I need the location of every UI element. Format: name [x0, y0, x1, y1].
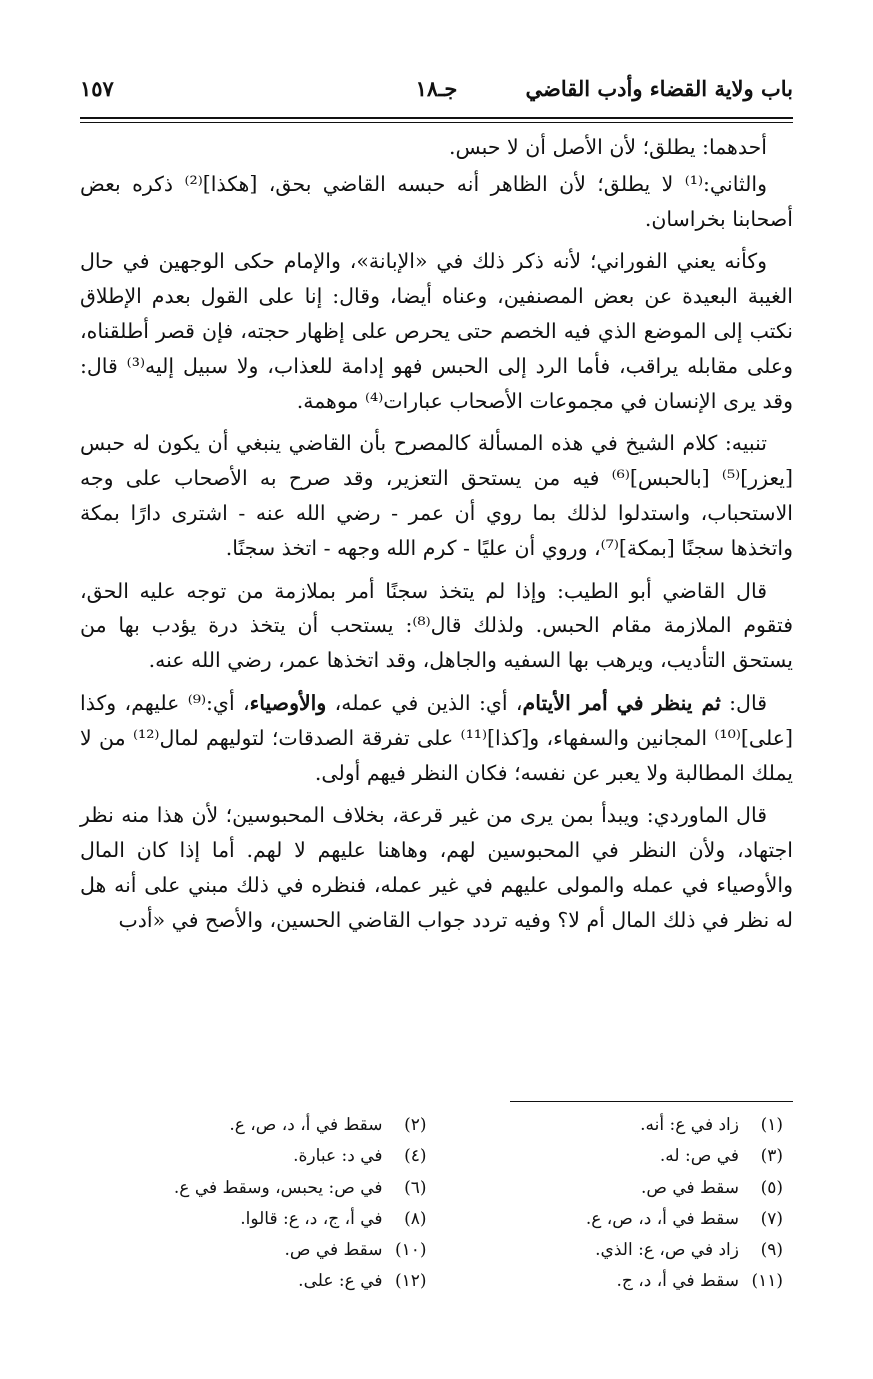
footnote-number: (٢) [404, 1115, 427, 1135]
footnote-text: في أ، ج، د، ع: قالوا. [240, 1208, 383, 1229]
header-rule [80, 117, 793, 123]
footnote-number: (٩) [760, 1240, 783, 1261]
paragraph-segment: قال: [720, 690, 767, 715]
footnote-text: سقط في أ، د، ج. [616, 1271, 739, 1292]
footnote-text: سقط في أ، د، ص، ع. [585, 1208, 739, 1229]
footnote-number: (٨) [404, 1208, 427, 1229]
footnote-row [80, 1173, 793, 1204]
footnote-text: زاد في ع: أنه. [640, 1115, 739, 1135]
footnote [80, 1204, 437, 1235]
footnote [437, 1110, 794, 1141]
running-header [80, 70, 793, 110]
footnote-text: في ع: على. [298, 1271, 383, 1292]
footnote-number: (٥) [760, 1177, 783, 1198]
footnote [437, 1266, 794, 1297]
footnote-text: سقط في أ، د، ص، ع. [229, 1115, 383, 1135]
main-text [80, 130, 793, 940]
paragraph: والثاني:⁽¹⁾ لا يطلق؛ لأن الظاهر أنه حبسه القاضي بحق، [هكذا]⁽²⁾ ذكره بعض أصحابنا بخراسان. [80, 171, 793, 231]
footnote-number: (٣) [760, 1146, 783, 1167]
chapter-title: باب ولاية القضاء وأدب القاضي [525, 76, 793, 101]
page-number: ١٥٧ [80, 76, 114, 101]
footnote-number: (٧) [760, 1208, 783, 1229]
footnote-number: (١٠) [394, 1240, 427, 1261]
footnote [437, 1173, 794, 1204]
footnotes [80, 1110, 793, 1298]
footnote-row [80, 1235, 793, 1266]
footnote-text: زاد في ص، ع: الذي. [595, 1240, 739, 1261]
footnote-number: (١) [760, 1115, 783, 1135]
footnote-row [80, 1141, 793, 1172]
footnote [437, 1141, 794, 1172]
matn-text: والأوصياء [249, 690, 327, 715]
volume-number: جـ١٨ [415, 76, 458, 101]
footnote-number: (٦) [404, 1177, 427, 1198]
paragraph: وكأنه يعني الفوراني؛ لأنه ذكر ذلك في «الإبانة»، والإمام حكى الوجهين في حال الغيبة البعيدة عن بعض المصنفين، وعناه أيضا، وقال: إنا على القول بعدم الإطلاق نكتب إلى الموضع الذي فيه الخصم حتى يحرص على إظهار حجته، فإن قصر أطلقناه، وعلى مقابله يراقب، فأما الرد إلى الحبس فهو إدامة للعذاب، ولا سبيل إليه⁽³⁾ قال: وقد يرى الإنسان في مجموعات الأصحاب عبارات⁽⁴⁾ موهمة. [80, 249, 793, 413]
footnote-row [80, 1110, 793, 1141]
footnote [80, 1173, 437, 1204]
footnote-text: سقط في ص. [284, 1240, 383, 1261]
paragraph: قال القاضي أبو الطيب: وإذا لم يتخذ سجنًا أمر بملازمة من توجه عليه الحق، فتقوم الملازمة مقام الحبس. ولذلك قال⁽⁸⁾: يستحب أن يتخذ درة يؤدب بها من يستحق التأديب، ويرهب بها السفيه والجاهل، وقد اتخذها عمر، رضي الله عنه. [80, 578, 794, 673]
footnote [437, 1204, 794, 1235]
footnote-row [80, 1266, 793, 1297]
paragraph: أحدهما: يطلق؛ لأن الأصل أن لا حبس. [449, 135, 767, 159]
paragraph: تنبيه: كلام الشيخ في هذه المسألة كالمصرح بأن القاضي ينبغي أن يكون له حبس [يعزر]⁽⁵⁾ [بالحبس]⁽⁶⁾ فيه من يستحق التعزير، وقد صرح به الأصحاب على وجه الاستحباب، واستدلوا لذلك بما روي أن عمر - رضي الله عنه - اشترى دارًا بمكة واتخذها سجنًا [بمكة]⁽⁷⁾، وروي أن عليًا - كرم الله وجهه - اتخذ سجنًا. [80, 431, 793, 560]
footnote-number: (١١) [751, 1271, 783, 1292]
footnote-number: (٤) [404, 1146, 427, 1167]
footnote-text: سقط في ص. [640, 1177, 739, 1198]
footnote-text: في د: عبارة. [293, 1146, 383, 1167]
paragraph-segment: وكذا [على]⁽¹⁰⁾ المجانين والسفهاء، و[كذا]⁽¹¹⁾ على تفرقة الصدقات؛ لتوليهم لمال⁽¹²⁾ من لا يملك المطالبة ولا يعبر عن نفسه؛ فكان النظر فيهم أولى. [80, 690, 793, 785]
footnote-text: في ص: يحبس، وسقط في ع. [173, 1177, 383, 1198]
paragraph-segment: ، أي:⁽⁹⁾ عليهم، [116, 690, 250, 715]
matn-text: ثم ينظر في أمر الأيتام [522, 690, 721, 715]
paragraph [80, 686, 793, 790]
paragraph: قال الماوردي: ويبدأ بمن يرى من غير قرعة، بخلاف المحبوسين؛ لأن هذا منه نظر اجتهاد، ولأن النظر في المحبوسين لهم، وهاهنا عليهم لا لهم. أما إذا كان المال والأوصياء في عمله والمولى عليهم في غير عمله، فنظره في ذلك مبني على أنه هل له نظر في ذلك المال أم لا؟ وفيه تردد جواب القاضي الحسين، والأصح في «أدب [80, 803, 793, 932]
paragraph-segment: ، أي: الذين في عمله، [326, 690, 523, 715]
footnote [80, 1141, 437, 1172]
footnote [80, 1235, 437, 1266]
footnote-number: (١٢) [394, 1271, 427, 1292]
footnote-text: في ص: له. [659, 1146, 739, 1167]
footnote [437, 1235, 794, 1266]
footnote [80, 1110, 437, 1141]
footnote-rule [510, 1101, 793, 1102]
footnote [80, 1266, 437, 1297]
footnote-row [80, 1204, 793, 1235]
